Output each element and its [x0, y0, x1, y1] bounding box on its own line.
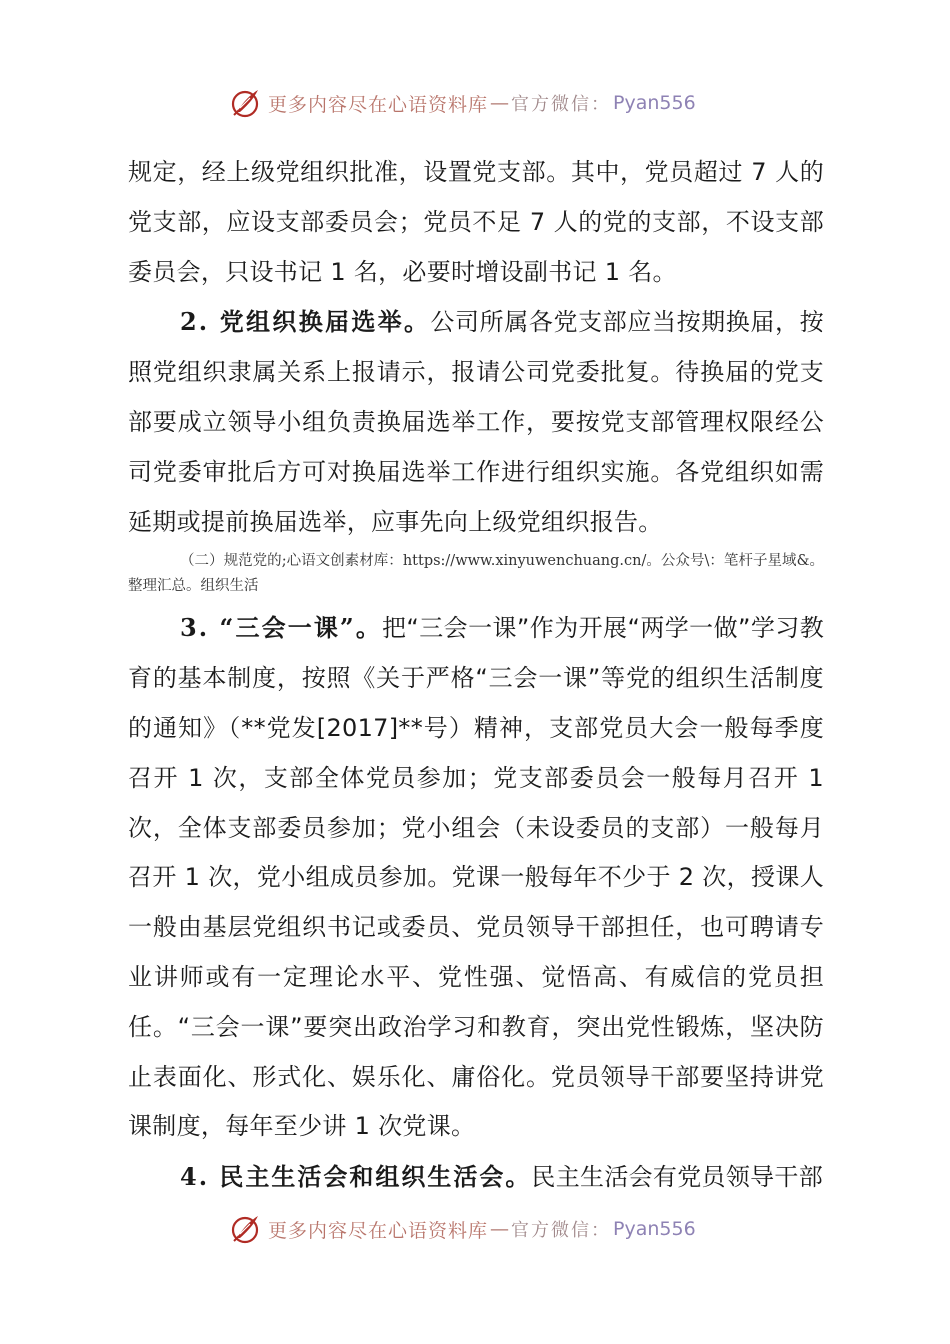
- paragraph-democratic-life: [128, 1152, 824, 1203]
- heading-democratic-life: 4. 民主生活会和组织生活会。: [180, 1162, 532, 1192]
- watermark-footer: [228, 1212, 696, 1246]
- watermark-label: 官方微信：: [511, 1220, 612, 1241]
- watermark-label: 官方微信：: [511, 94, 612, 115]
- watermark-id: Pyan556: [613, 92, 696, 114]
- paragraph-democratic-life-text: 民主生活会有党员领导干部: [531, 1163, 824, 1192]
- watermark-dash: —: [490, 92, 510, 114]
- watermark-header: [228, 86, 696, 120]
- document-body: [128, 148, 824, 1203]
- paragraph-election: [128, 297, 824, 547]
- heading-election: 2. 党组织换届选举。: [180, 307, 431, 337]
- heading-three-meetings: 3. “三会一课”。: [180, 613, 382, 643]
- watermark-dash: —: [490, 1218, 510, 1240]
- watermark-text: 更多内容尽在心语资料库: [268, 93, 489, 116]
- paragraph-three-meetings-text: 把“三会一课”作为开展“两学一做”学习教育的基本制度，按照《关于严格“三会一课”等党的组织生活制度的通知》（**党发[2017]**号）精神，支部党员大会一般每季度召开 1 次，支部全体党员参加；党支部委员会一般每月召开 1 次，全体支部委员参加；党小组会（未设委员的支部）一般每月召开 1 次，党小组成员参加。党课一般每年不少于 2 次，授课人一般由基层党组织书记或委员、党员领导干部担任，也可聘请专业讲师或有一定理论水平、党性强、觉悟高、有威信的党员担任。“三会一课”要突出政治学习和教育，突出党性锻炼，坚决防止表面化、形式化、娱乐化、庸俗化。党员领导干部要坚持讲党课制度，每年至少讲 1 次党课。: [128, 614, 824, 1141]
- paragraph-three-meetings: [128, 603, 824, 1152]
- watermark-id: Pyan556: [613, 1218, 696, 1240]
- quill-seal-icon: [228, 86, 262, 120]
- paragraph-branch-setup: 规定，经上级党组织批准，设置党支部。其中，党员超过 7 人的党支部，应设支部委员会；党员不足 7 人的党的支部，不设支部委员会，只设书记 1 名，必要时增设副书记 1 名。: [128, 158, 824, 286]
- section-subheading-note: （二）规范党的;心语文创素材库：https://www.xinyuwenchuang.cn/。公众号\：笔杆子星域&。整理汇总。组织生活: [128, 553, 824, 595]
- quill-seal-icon: [228, 1212, 262, 1246]
- paragraph-election-text: 公司所属各党支部应当按期换届，按照党组织隶属关系上报请示，报请公司党委批复。待换届的党支部要成立领导小组负责换届选举工作，要按党支部管理权限经公司党委审批后方可对换届选举工作进行组织实施。各党组织如需延期或提前换届选举，应事先向上级党组织报告。: [128, 308, 824, 536]
- watermark-text: 更多内容尽在心语资料库: [268, 1219, 489, 1242]
